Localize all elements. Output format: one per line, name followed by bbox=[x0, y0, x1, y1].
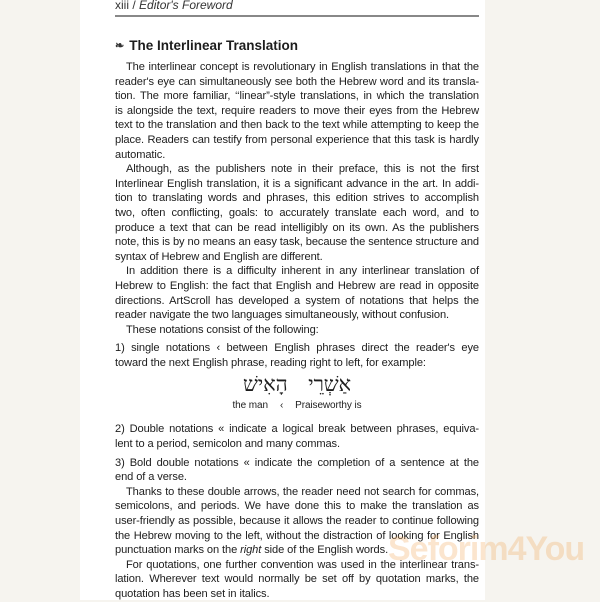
text-line: toward the next English phrase, reading right to left, for example: bbox=[115, 356, 426, 369]
section-heading bbox=[115, 38, 298, 53]
page-number: xiii bbox=[115, 0, 129, 12]
hebrew-example bbox=[115, 370, 479, 418]
paragraph-1 bbox=[115, 60, 479, 162]
text-line: The interlinear concept is revolutionary in English translations in that the bbox=[126, 61, 479, 73]
text-line: directions. ArtScroll has developed a system of notations that helps the bbox=[115, 294, 479, 307]
text-line: Hebrew to English: the fact that English and Hebrew are read in opposite bbox=[115, 279, 479, 292]
hebrew-text: אַשְׁרֵי הָאִישׁ bbox=[242, 372, 352, 397]
notation-item-2 bbox=[115, 422, 479, 451]
text-line: 2) Double notations « indicate a logical break between phrases, equiva- bbox=[115, 423, 479, 436]
heading-title: The Interlinear Translation bbox=[129, 38, 299, 53]
text-line: text to the translation and then back to the text while attempting to keep the bbox=[115, 119, 479, 132]
text-line: 1) single notations ‹ between English phrases direct the reader's eye bbox=[115, 342, 479, 355]
italic-word: right bbox=[240, 544, 262, 557]
text-span: punctuation marks on the bbox=[115, 544, 241, 557]
ornament-icon: ❧ bbox=[115, 40, 125, 52]
text-line: syntax of Hebrew and English are different. bbox=[115, 250, 323, 263]
text-span: side of the English words. bbox=[261, 544, 389, 557]
body-text bbox=[115, 60, 479, 602]
notation-item-1 bbox=[115, 341, 479, 370]
text-line: user-friendly as possible, because it allows the reader to continue following bbox=[115, 515, 479, 528]
header-rule bbox=[115, 15, 479, 17]
text-line: semicolons, and periods. We have done this to make the translation as bbox=[115, 500, 479, 513]
header-separator: / bbox=[132, 0, 136, 12]
text-line: For quotations, one further convention was used in the interlinear trans- bbox=[126, 558, 479, 571]
text-line: tion. The more familiar, ‘‘linear”-style translations, in which the translation bbox=[115, 90, 479, 103]
text-line: Thanks to these double arrows, the reader need not search for commas, bbox=[126, 485, 479, 498]
watermark-logo: Seforim4You bbox=[388, 530, 585, 568]
text-line: quotation has been set in italics. bbox=[115, 588, 270, 600]
section-title: Editor's Foreword bbox=[139, 0, 233, 12]
gloss-praiseworthy: Praiseworthy is bbox=[295, 400, 362, 412]
text-line: end of a verse. bbox=[115, 471, 187, 484]
running-header bbox=[115, 0, 233, 12]
text-line: two, often conflicting, goals: to accurately translate each word, and to bbox=[115, 206, 479, 219]
text-line: tion to translating words and phrases, this edition strives to accomplish bbox=[115, 192, 479, 205]
text-line: is alongside the text, require readers to move their eyes from the Hebrew bbox=[115, 104, 479, 117]
text-line: note, this is by no means an easy task, because the sentence structure and bbox=[115, 236, 479, 249]
paragraph-3 bbox=[115, 264, 479, 337]
text-line: These notations consist of the following: bbox=[126, 323, 319, 336]
text-line: lation. Wherever text would normally be set off by quotation marks, the bbox=[115, 573, 479, 586]
single-notation-icon: ‹ bbox=[279, 400, 284, 412]
text-line: automatic. bbox=[115, 148, 166, 161]
text-line: place. Readers can testify from personal experience that this task is hardly bbox=[115, 133, 479, 146]
gloss-the-man: the man bbox=[232, 400, 268, 412]
text-line: reader's eye can simultaneously see both the Hebrew word and its transla- bbox=[115, 75, 479, 88]
text-line: lent to a period, semicolon and many commas. bbox=[115, 438, 340, 451]
text-line: Although, as the publishers note in their preface, this is not the first bbox=[126, 163, 479, 176]
text-line: reader navigate the two languages simultaneously, without confusion. bbox=[115, 309, 450, 322]
text-line: Interlinear English translation, it is a significant advance in the art. In addi- bbox=[115, 177, 479, 190]
notation-item-3 bbox=[115, 456, 479, 485]
text-line: produce a text that can be read intelligibly on its own. As the publishers bbox=[115, 221, 479, 234]
text-line: In addition there is a difficulty inherent in any interlinear translation of bbox=[126, 265, 479, 278]
text-line: the Hebrew moving to the left, without the distraction of looking for English bbox=[115, 529, 479, 542]
english-gloss bbox=[115, 400, 479, 411]
paragraph-2 bbox=[115, 162, 479, 264]
text-line: 3) Bold double notations « indicate the completion of a sentence at the bbox=[115, 456, 479, 469]
